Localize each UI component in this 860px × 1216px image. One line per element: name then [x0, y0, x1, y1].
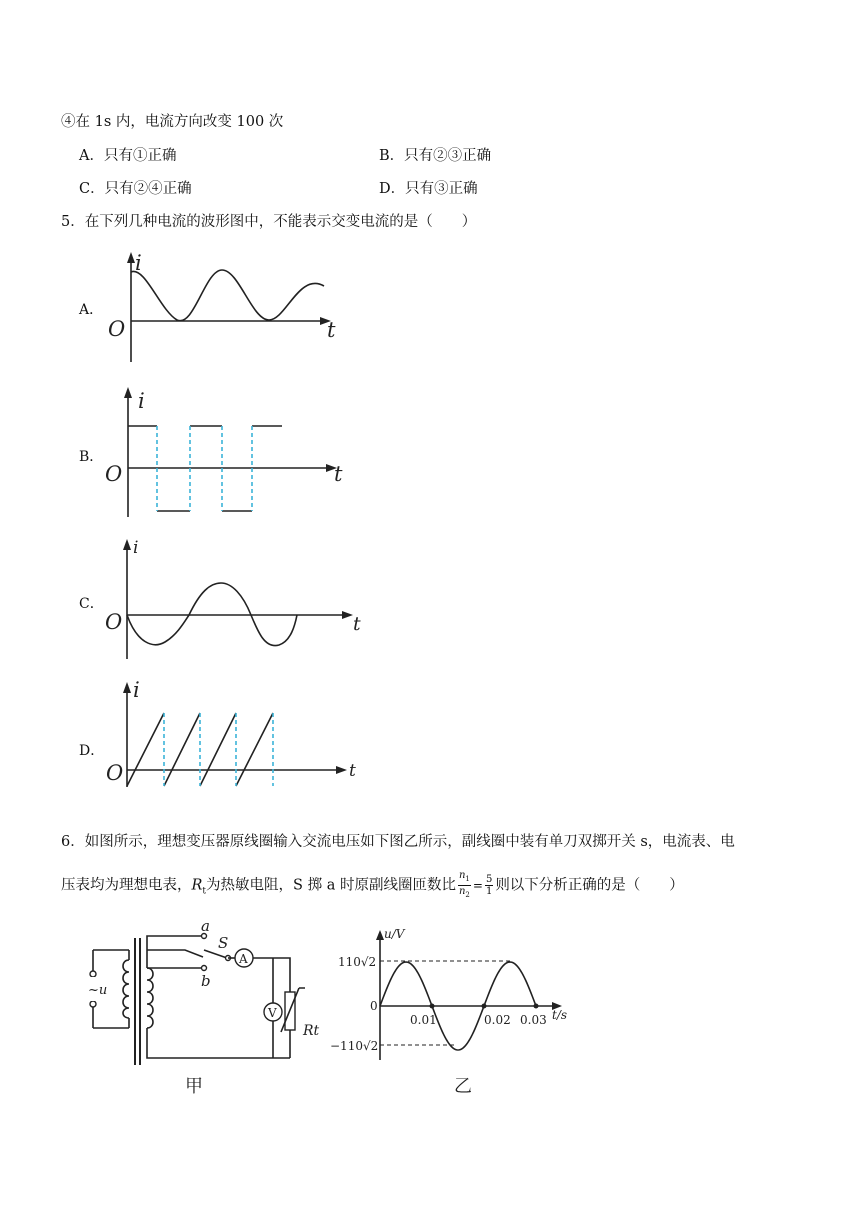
q5-stem: 5．在下列几种电流的波形图中，不能表示交变电流的是（ ） [61, 214, 477, 230]
yi-zero-label: 0 [370, 999, 378, 1013]
ratio-n1-n2 [458, 870, 471, 901]
yi-tick-2: 0.02 [484, 1013, 511, 1027]
yi-zero-crossing-dot [482, 1004, 487, 1009]
figure-yi-chart [330, 920, 570, 1100]
q4-option-c[interactable]: C．只有②④正确 [79, 181, 192, 197]
source-label: ~u [88, 983, 108, 998]
voltmeter-label: V [268, 1006, 277, 1020]
q5-option-b[interactable]: B． [79, 449, 104, 465]
q4-option-a[interactable]: A．只有①正确 [79, 148, 177, 164]
rt-symbol: R [191, 877, 203, 894]
graph-a [105, 250, 345, 365]
graph-d-y-arrow [123, 682, 131, 693]
graph-c-origin: O [105, 610, 123, 634]
ratio-n2: n [458, 886, 466, 897]
ratio-5: 5 [485, 874, 493, 885]
graph-d-x-label: t [349, 761, 356, 781]
graph-b-y-label: i [138, 389, 145, 413]
ratio-5-1 [485, 874, 493, 897]
graph-c-x-arrow [342, 611, 353, 619]
yi-zero-crossing-dot [430, 1004, 435, 1009]
graph-d-x-arrow [336, 766, 347, 774]
graph-c-y-arrow [123, 539, 131, 550]
graph-b [105, 385, 355, 520]
switch-label: S [218, 934, 229, 952]
ratio-n1: n [458, 870, 466, 881]
yi-zero-crossing-dot [534, 1004, 539, 1009]
source-terminal-bottom [90, 1001, 96, 1007]
secondary-coil [147, 968, 153, 1028]
q5-option-a[interactable]: A． [79, 302, 104, 318]
yi-ymin-label: −110√2 [330, 1039, 379, 1053]
yi-x-label: t/s [552, 1008, 568, 1022]
ratio-1: 1 [485, 886, 493, 897]
graph-a-origin: O [108, 317, 126, 341]
graph-c [105, 537, 365, 662]
figure-jia-circuit [85, 917, 325, 1097]
yi-y-label: u/V [384, 927, 405, 941]
graph-d-origin: O [106, 761, 124, 785]
ammeter-label: A [239, 952, 248, 966]
graph-c-y-label: i [133, 538, 139, 558]
graph-a-y-arrow [127, 252, 135, 263]
graph-b-y-arrow [124, 387, 132, 398]
q4-option-b[interactable]: B．只有②③正确 [379, 148, 492, 164]
q4-statement-4: ④在 1s 内，电流方向改变 100 次 [61, 114, 284, 130]
graph-d-y-label: i [133, 678, 140, 702]
graph-c-x-label: t [353, 613, 361, 635]
graph-b-origin: O [105, 462, 123, 486]
q6-stem-part-c: 则以下分析正确的是（ ） [495, 877, 684, 894]
q6-stem-line2 [61, 870, 684, 901]
q6-stem-part-a: 压表均为理想电表， [61, 877, 192, 894]
thermistor-label: Rt [303, 1023, 320, 1039]
yi-tick-3: 0.03 [520, 1013, 547, 1027]
graph-a-y-label: i [135, 251, 142, 275]
q5-option-d[interactable]: D． [79, 743, 105, 759]
terminal-a-label: a [201, 917, 210, 935]
ratio-n2-sub: 2 [465, 891, 470, 899]
graph-a-wave [131, 270, 324, 321]
graph-a-x-label: t [327, 318, 336, 342]
source-terminal-top [90, 971, 96, 977]
figure-jia-caption: 甲 [185, 1076, 203, 1097]
q4-option-d[interactable]: D．只有③正确 [379, 181, 478, 197]
q5-option-c[interactable]: C． [79, 596, 104, 612]
terminal-b-label: b [201, 972, 211, 990]
primary-coil [123, 960, 129, 1018]
q6-stem-part-b: 为热敏电阻，S 掷 a 时原副线圈匝数比 [206, 877, 456, 894]
graph-b-x-label: t [334, 462, 343, 486]
figure-yi-caption: 乙 [454, 1076, 472, 1097]
ratio-n1-sub: 1 [465, 875, 470, 883]
yi-ymax-label: 110√2 [338, 955, 377, 969]
graph-d [105, 680, 355, 800]
yi-y-arrow [376, 930, 384, 940]
rt-subscript: t [202, 886, 207, 897]
yi-tick-1: 0.01 [410, 1013, 437, 1027]
ratio-equals: = [472, 878, 483, 893]
terminal-b-dot [202, 966, 207, 971]
q6-stem-line1: 6．如图所示，理想变压器原线圈输入交流电压如下图乙所示，副线圈中装有单刀双掷开关 s，电流表、电 [61, 834, 735, 850]
